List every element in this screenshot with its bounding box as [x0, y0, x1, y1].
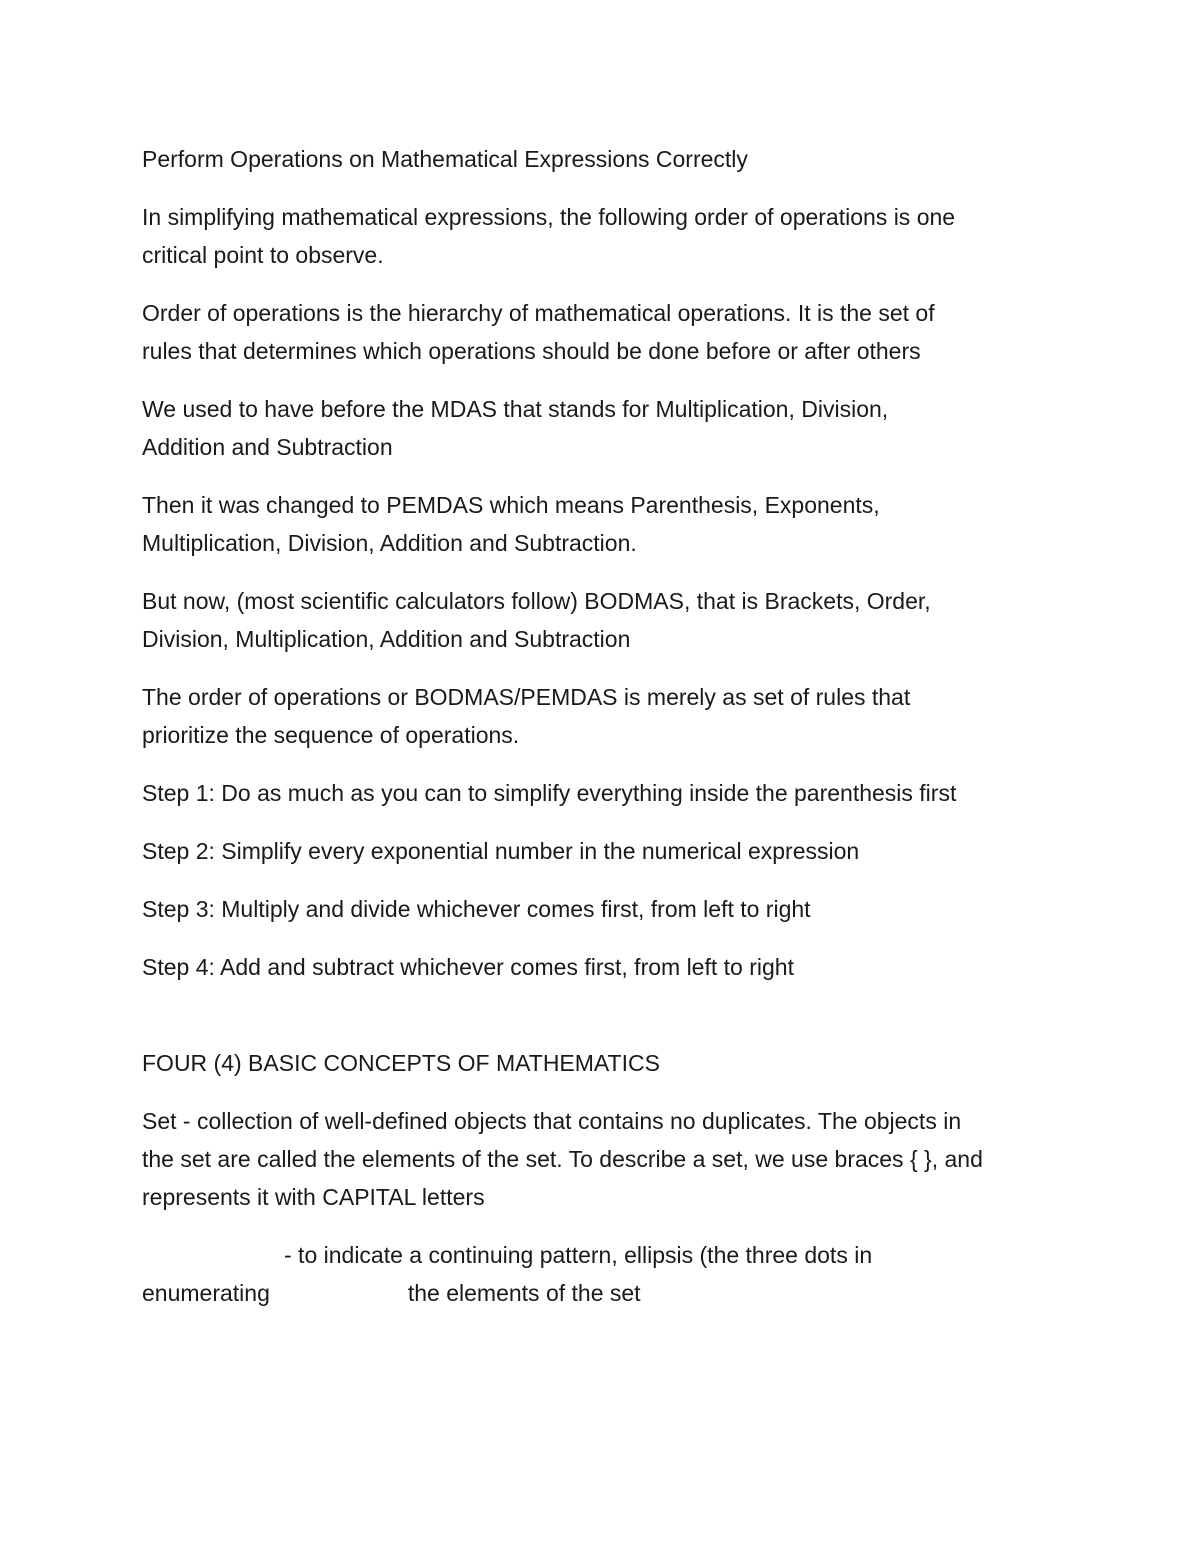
ellipsis-note-tail: the elements of the set — [407, 1280, 641, 1306]
paragraph-line: represents it with CAPITAL letters — [142, 1184, 485, 1210]
paragraph-mdas — [142, 390, 1072, 466]
set-definition — [142, 1102, 1072, 1216]
ellipsis-note-line-2 — [142, 1274, 1072, 1312]
paragraph-line: But now, (most scientific calculators follow) BODMAS, that is Brackets, Order, — [142, 588, 931, 614]
paragraph-line: Set - collection of well-defined objects that contains no duplicates. The objects in — [142, 1108, 962, 1134]
title-text: Perform Operations on Mathematical Expressions Correctly — [142, 146, 748, 172]
step-text: Step 3: Multiply and divide whichever comes first, from left to right — [142, 896, 811, 922]
ellipsis-note-line-1: - to indicate a continuing pattern, ellipsis (the three dots in — [284, 1242, 873, 1268]
paragraph-line: rules that determines which operations should be done before or after others — [142, 338, 921, 364]
paragraph-line: critical point to observe. — [142, 242, 384, 268]
paragraph-line: Division, Multiplication, Addition and Subtraction — [142, 626, 631, 652]
step-text: Step 4: Add and subtract whichever comes first, from left to right — [142, 954, 794, 980]
ellipsis-note-word: enumerating — [142, 1280, 270, 1306]
paragraph-line: prioritize the sequence of operations. — [142, 722, 520, 748]
paragraph-intro — [142, 198, 1072, 274]
ellipsis-note — [142, 1236, 1072, 1312]
step-2 — [142, 832, 1072, 870]
paragraph-rules — [142, 678, 1072, 754]
paragraph-line: In simplifying mathematical expressions, the following order of operations is one — [142, 204, 956, 230]
step-3 — [142, 890, 1072, 928]
step-text: Step 1: Do as much as you can to simplify everything inside the parenthesis first — [142, 780, 957, 806]
paragraph-line: Addition and Subtraction — [142, 434, 393, 460]
paragraph-line: Then it was changed to PEMDAS which means Parenthesis, Exponents, — [142, 492, 880, 518]
paragraph-line: We used to have before the MDAS that stands for Multiplication, Division, — [142, 396, 889, 422]
step-1 — [142, 774, 1072, 812]
paragraph-line: the set are called the elements of the set. To describe a set, we use braces { }, and — [142, 1146, 983, 1172]
paragraph-line: The order of operations or BODMAS/PEMDAS is merely as set of rules that — [142, 684, 911, 710]
document-title — [142, 140, 1072, 178]
paragraph-line: Multiplication, Division, Addition and Subtraction. — [142, 530, 637, 556]
paragraph-line: Order of operations is the hierarchy of mathematical operations. It is the set of — [142, 300, 935, 326]
paragraph-bodmas — [142, 582, 1072, 658]
paragraph-pemdas — [142, 486, 1072, 562]
step-4 — [142, 948, 1072, 986]
section-heading — [142, 1044, 1072, 1082]
document-body — [142, 140, 1072, 1332]
step-text: Step 2: Simplify every exponential number in the numerical expression — [142, 838, 860, 864]
paragraph-order-definition — [142, 294, 1072, 370]
section-heading-text: FOUR (4) BASIC CONCEPTS OF MATHEMATICS — [142, 1050, 660, 1076]
